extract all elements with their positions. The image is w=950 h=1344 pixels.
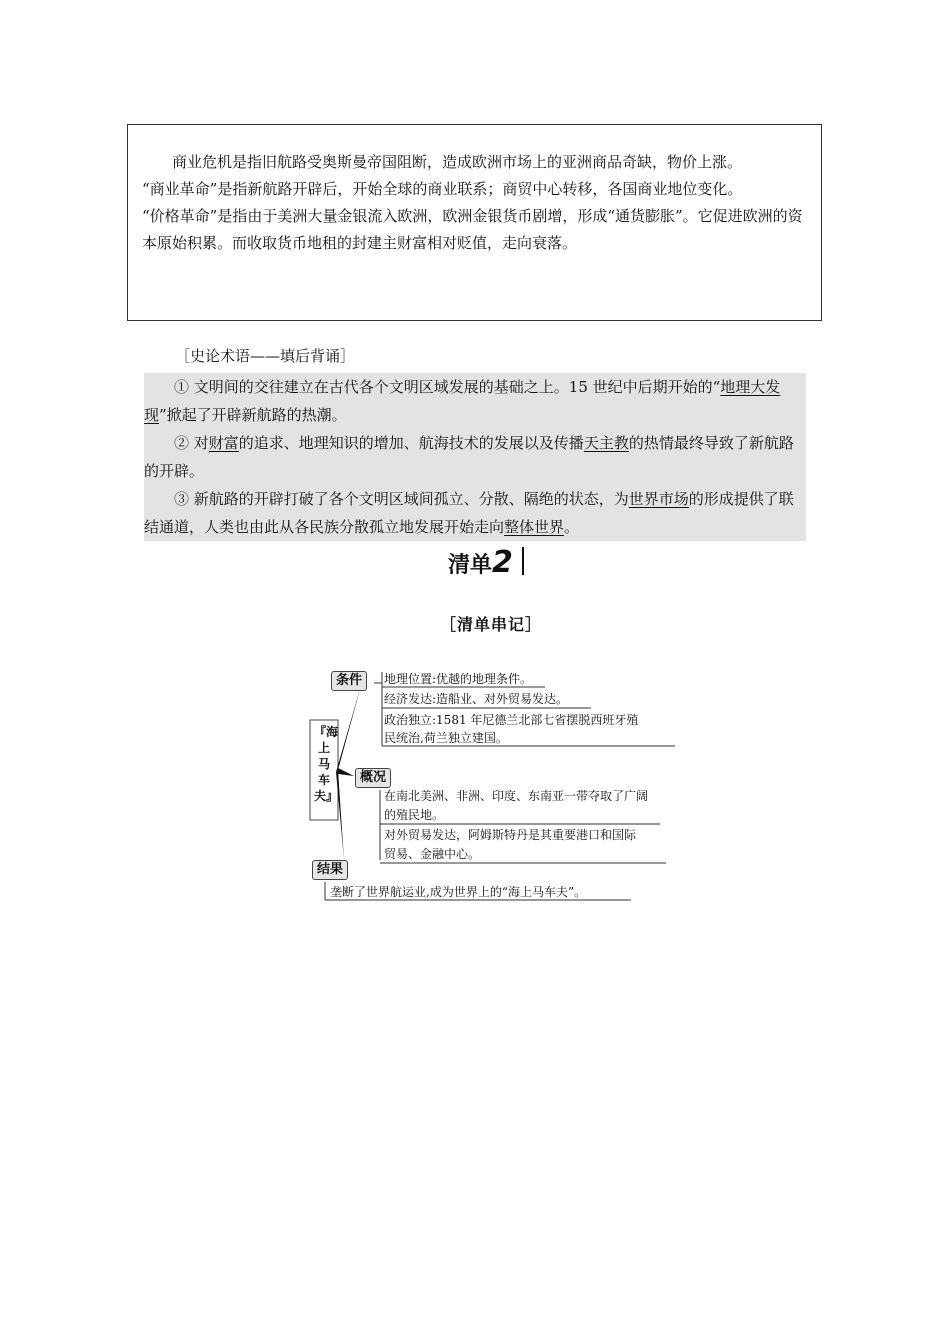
term-text: ① 文明间的交往建立在古代各个文明区域发展的基础之上。15 世纪中后期开始的“ bbox=[174, 378, 721, 396]
section-subtitle: ［清单串记］ bbox=[440, 615, 543, 634]
term-paragraph-3 bbox=[144, 485, 806, 541]
terms-block bbox=[144, 373, 806, 541]
note-commercial-revolution: “商业革命”是指新航路开辟后，开始全球的商业联系；商贸中心转移，各国商业地位变化。 bbox=[142, 180, 743, 198]
term-text: ② 对 bbox=[174, 434, 209, 452]
condition-item: 经济发达:造船业、对外贸易发达。 bbox=[384, 692, 569, 706]
term-text: 的热情最终导致了新航路的开辟。 bbox=[144, 434, 794, 480]
term-answer: 整体世界 bbox=[504, 518, 565, 536]
mind-map-center: 『海上马车夫』 bbox=[314, 725, 339, 803]
section-title-text: 清单 bbox=[448, 553, 493, 578]
result-item: 垄断了世界航运业,成为世界上的“海上马车夫”。 bbox=[330, 885, 587, 899]
term-text: ③ 新航路的开辟打破了各个文明区域间孤立、分散、隔绝的状态，为 bbox=[174, 490, 629, 508]
condition-item: 民统治,荷兰独立建国。 bbox=[384, 731, 508, 745]
terms-heading: ［史论术语——填后背诵］ bbox=[175, 347, 356, 365]
term-answer: 地理大发现 bbox=[144, 378, 781, 424]
condition-item: 地理位置:优越的地理条件。 bbox=[384, 672, 533, 686]
mind-map bbox=[300, 660, 700, 910]
term-answer: 世界市场 bbox=[628, 490, 689, 508]
term-text: 。 bbox=[564, 518, 580, 536]
term-paragraph-1 bbox=[144, 373, 806, 429]
term-answer: 天主教 bbox=[583, 434, 629, 452]
branch-overview-tag: 概况 bbox=[355, 768, 391, 788]
overview-item: 贸易、金融中心。 bbox=[384, 847, 481, 861]
section-title-number: 2 bbox=[492, 545, 513, 580]
condition-item: 政治独立:1581 年尼德兰北部七省摆脱西班牙殖 bbox=[384, 713, 639, 727]
term-paragraph-2 bbox=[144, 429, 806, 485]
note-commercial-crisis: 商业危机是指旧航路受奥斯曼帝国阻断，造成欧洲市场上的亚洲商品奇缺，物价上涨。 bbox=[172, 153, 743, 171]
overview-item: 的殖民地。 bbox=[384, 808, 445, 822]
note-price-revolution: “价格革命”是指由于美洲大量金银流入欧洲，欧洲金银货币剧增，形成“通货膨胀”。它促进欧洲的资本原始积累。而收取货币地租的封建主财富相对贬值，走向衰落。 bbox=[142, 207, 803, 252]
term-text: 的形成提供了联结通道，人类也由此从各民族分散孤立地发展开始走向 bbox=[144, 490, 794, 536]
notes-box bbox=[127, 124, 822, 321]
section-title bbox=[448, 546, 513, 583]
overview-item: 对外贸易发达，阿姆斯特丹是其重要港口和国际 bbox=[384, 828, 637, 842]
term-answer: 财富 bbox=[208, 434, 239, 452]
branch-result-tag: 结果 bbox=[312, 860, 348, 880]
overview-item: 在南北美洲、非洲、印度、东南亚一带夺取了广阔 bbox=[384, 789, 649, 803]
branch-conditions-tag: 条件 bbox=[331, 671, 367, 691]
section-title-bar bbox=[522, 547, 524, 575]
term-text: 的追求、地理知识的增加、航海技术的发展以及传播 bbox=[238, 434, 584, 452]
term-text: ”掀起了开辟新航路的热潮。 bbox=[159, 406, 347, 424]
